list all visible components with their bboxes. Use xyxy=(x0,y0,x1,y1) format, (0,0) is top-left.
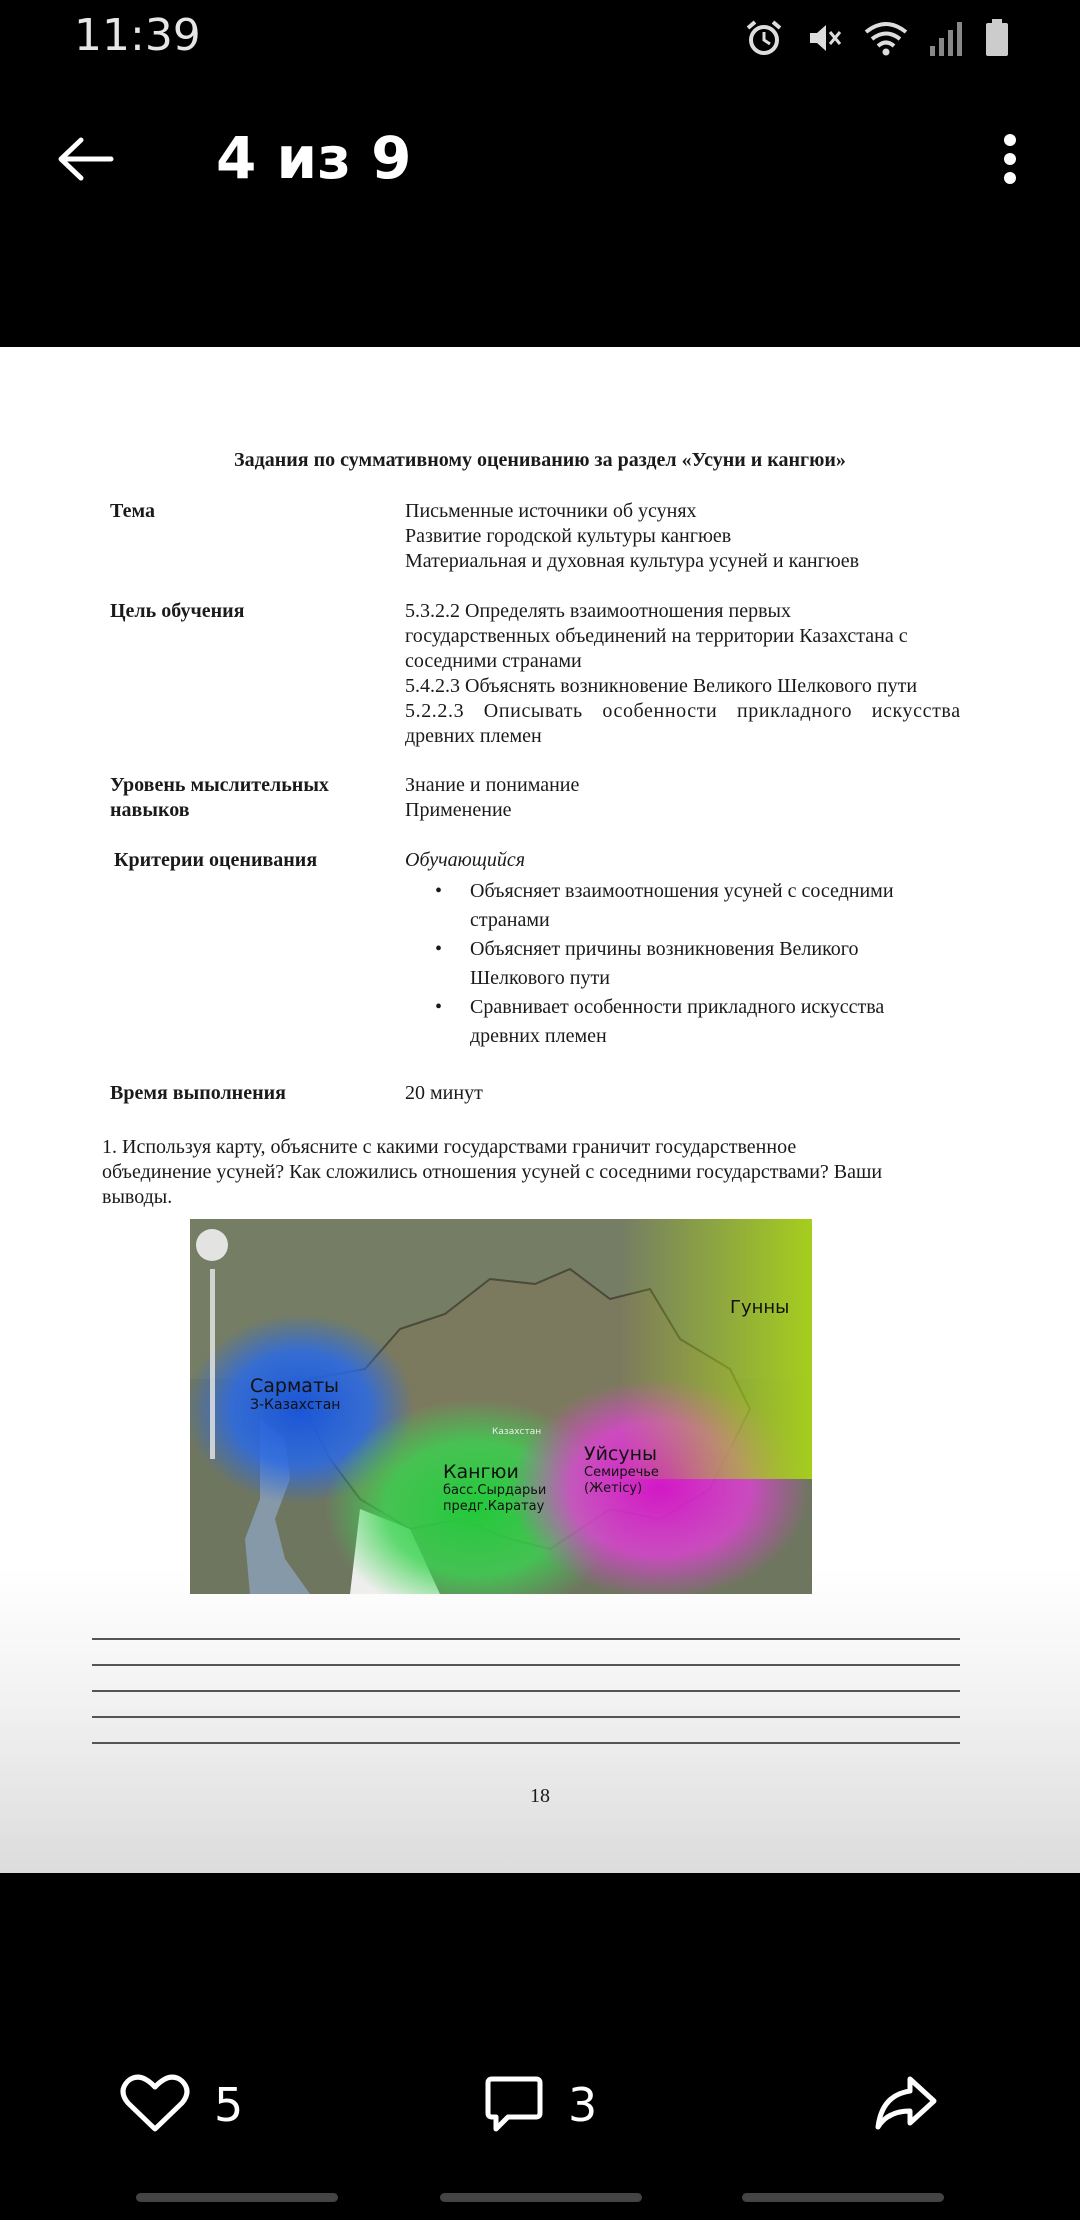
share-button[interactable] xyxy=(874,2070,938,2140)
answer-line xyxy=(92,1742,960,1744)
answer-line xyxy=(92,1664,960,1666)
battery-icon xyxy=(984,18,1010,58)
criteria-item: • Объясняет взаимоотношения усуней с соседними странами xyxy=(405,877,1080,935)
document-page[interactable] xyxy=(0,347,1080,1873)
criteria-intro: Обучающийся xyxy=(405,849,526,871)
map-label-kangyui: Кангюи xyxy=(443,1461,519,1483)
topic-line: Письменные источники об усунях xyxy=(405,500,697,522)
answer-line xyxy=(92,1638,960,1640)
answer-line xyxy=(92,1690,960,1692)
status-icons xyxy=(744,16,1010,60)
goal-line: 5.3.2.2 Определять взаимоотношения первых xyxy=(405,600,791,622)
topic-line: Развитие городской культуры кангюев xyxy=(405,525,732,547)
map-label-uisuny-sub: (Жетісу) xyxy=(584,1481,643,1496)
time-value: 20 минут xyxy=(405,1082,483,1104)
answer-line xyxy=(92,1716,960,1718)
goal-line: 5.4.2.3 Объяснять возникновение Великого Шелкового пути xyxy=(405,675,918,697)
more-options-button[interactable] xyxy=(980,126,1040,196)
goal-line: древних племен xyxy=(405,725,542,747)
map-label-kangyui-sub: предг.Каратау xyxy=(443,1499,545,1514)
topic-value xyxy=(405,499,1080,574)
status-time: 11:39 xyxy=(74,10,201,61)
criteria-item: • Объясняет причины возникновения Великого Шелкового пути xyxy=(405,935,1080,993)
topic-label: Тема xyxy=(110,500,155,522)
nav-pill-right[interactable] xyxy=(742,2193,944,2202)
criteria-list xyxy=(405,877,1080,1051)
heart-icon xyxy=(120,2073,190,2137)
map-image xyxy=(190,1219,812,1594)
wifi-icon xyxy=(864,18,908,58)
alarm-icon xyxy=(744,18,784,58)
time-label: Время выполнения xyxy=(110,1082,286,1104)
mute-icon xyxy=(804,18,844,58)
like-button[interactable] xyxy=(120,2070,243,2140)
goal-line: соседними странами xyxy=(405,650,582,672)
back-button[interactable] xyxy=(50,126,120,196)
like-count: 5 xyxy=(214,2078,244,2132)
map-label-sarmaty-sub: З-Казахстан xyxy=(250,1397,341,1413)
page-number: 18 xyxy=(530,1785,550,1807)
question-line: объединение усуней? Как сложились отношения усуней с соседними государствами? Ваши xyxy=(102,1161,883,1183)
goal-value xyxy=(405,599,1080,749)
status-bar xyxy=(0,0,1080,80)
question-line: выводы. xyxy=(102,1186,173,1208)
skills-value xyxy=(405,773,1080,823)
skills-line: Применение xyxy=(405,799,512,821)
criteria-value xyxy=(405,848,1080,1051)
criteria-label: Критерии оценивания xyxy=(114,849,318,871)
comment-icon xyxy=(484,2073,544,2137)
skills-label-line: навыков xyxy=(110,799,190,821)
map-label-gunny: Гунны xyxy=(730,1297,790,1318)
skills-label xyxy=(110,773,370,823)
question-text xyxy=(102,1135,970,1210)
map-label-uisuny: Уйсуны xyxy=(584,1443,658,1465)
nav-pill-left[interactable] xyxy=(136,2193,338,2202)
nav-pill-home[interactable] xyxy=(440,2193,642,2202)
map-label-kangyui-sub: басс.Сырдарьи xyxy=(443,1483,547,1498)
comment-count: 3 xyxy=(568,2078,598,2132)
topic-line: Материальная и духовная культура усуней и кангюев xyxy=(405,550,860,572)
question-line: 1. Используя карту, объясните с какими государствами граничит государственное xyxy=(102,1136,797,1158)
more-vertical-icon xyxy=(1003,133,1017,189)
document-title: Задания по суммативному оцениванию за раздел «Усуни и кангюи» xyxy=(234,449,846,471)
share-icon xyxy=(874,2073,938,2137)
criteria-item: • Сравнивает особенности прикладного искусства древних племен xyxy=(405,993,1080,1051)
comment-button[interactable] xyxy=(484,2070,597,2140)
goal-label: Цель обучения xyxy=(110,600,245,622)
page-counter: 4 из 9 xyxy=(216,124,412,192)
goal-line: 5.2.2.3 Описывать особенности прикладного искусства xyxy=(405,700,961,722)
goal-line: государственных объединений на территории Казахстана с xyxy=(405,625,908,647)
skills-line: Знание и понимание xyxy=(405,774,580,796)
map-label-uisuny-sub: Семиречье xyxy=(584,1465,659,1480)
skills-label-line: Уровень мыслительных xyxy=(110,774,329,796)
signal-icon xyxy=(928,18,964,58)
map-label-sarmaty: Сарматы xyxy=(250,1375,340,1397)
map-label-kazakhstan: Казахстан xyxy=(492,1427,542,1437)
app-bar xyxy=(0,110,1080,210)
arrow-left-icon xyxy=(55,134,115,188)
